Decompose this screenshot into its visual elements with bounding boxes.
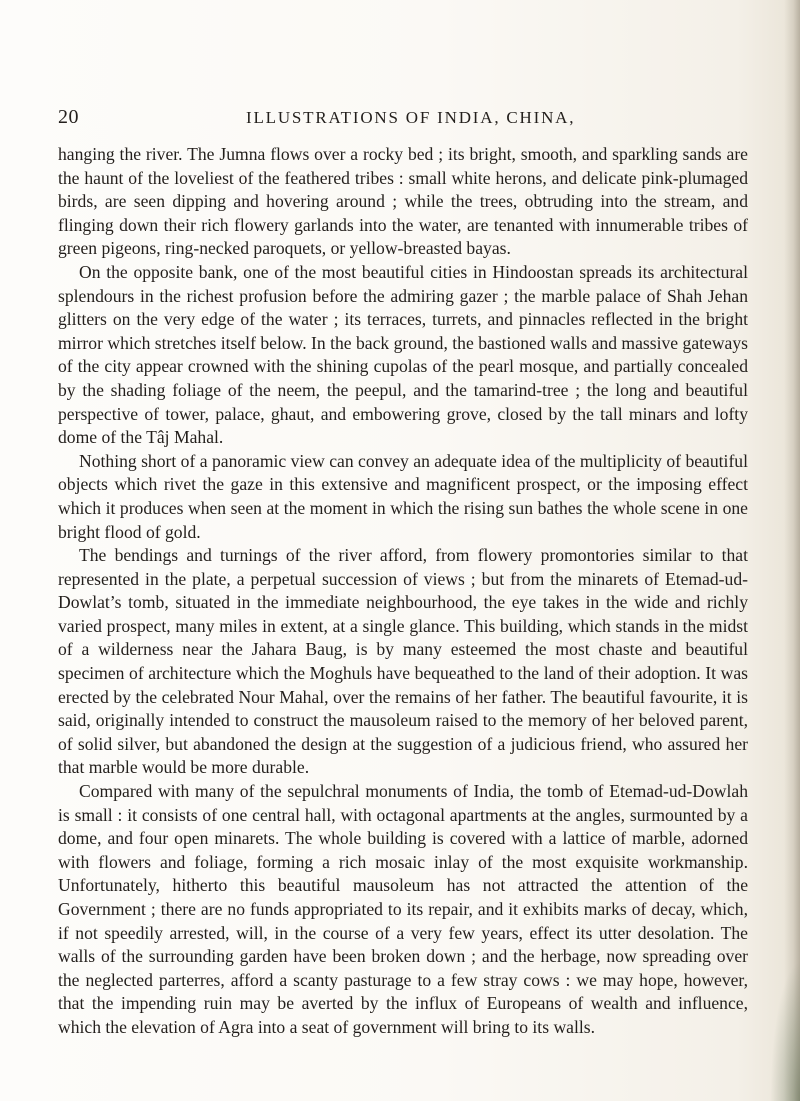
paragraph: The bendings and turnings of the river afford, from flowery promontories similar to that represented in the plate, a perpetual succession of views ; but from the minarets of Etemad-ud-Dowlat’s tomb, situated in the immediate neighbourhood, the eye takes in the wide and richly varied prospect, many miles in extent, at a single glance. This building, which stands in the midst of a wilderness near the Jahara Baug, is by many esteemed the most chaste and beautiful specimen of architecture which the Moghuls have bequeathed to the land of their adoption. It was erected by the celebrated Nour Mahal, over the remains of her father. The beautiful favourite, it is said, originally intended to construct the mausoleum raised to the memory of her beloved parent, of solid silver, but abandoned the design at the suggestion of a judicious friend, who assured her that marble would be more durable. <box>58 545 748 778</box>
paragraph: Nothing short of a panoramic view can convey an adequate idea of the multiplicity of beautiful objects which rivet the gaze in this extensive and magnificent prospect, or the imposing effect which it produces when seen at the moment in which the rising sun bathes the whole scene in one bright flood of gold. <box>58 450 748 542</box>
page-header <box>58 106 742 136</box>
page-edge-shadow <box>784 0 800 1101</box>
running-head: ILLUSTRATIONS OF INDIA, CHINA, <box>246 108 576 127</box>
body-text <box>58 143 748 1040</box>
paragraph-continued: hanging the river. The Jumna flows over a rocky bed ; its bright, smooth, and sparkling sands are the haunt of the loveliest of the feathered tribes : small white herons, and delicate pink-plumaged birds, are seen dipping and hovering around ; while the trees, obtruding into the stream, and flinging down their rich flowery garlands into the water, are tenanted with innumerable tribes of green pigeons, ring-necked paroquets, or yellow-breasted bayas. <box>58 144 748 259</box>
page-corner-stain <box>770 961 800 1101</box>
page-number: 20 <box>58 106 79 128</box>
paragraph: On the opposite bank, one of the most beautiful cities in Hindoostan spreads its architectural splendours in the richest profusion before the admiring gazer ; the marble palace of Shah Jehan glitters on the very edge of the water ; its terraces, turrets, and pinnacles reflected in the bright mirror which stretches itself below. In the back ground, the bastioned walls and massive gateways of the city appear crowned with the shining cupolas of the pearl mosque, and partially concealed by the shading foliage of the neem, the peepul, and the tamarind-tree ; the long and beautiful perspective of tower, palace, ghaut, and embowering grove, closed by the tall minars and lofty dome of the Tâj Mahal. <box>58 261 748 448</box>
paragraph: Compared with many of the sepulchral monuments of India, the tomb of Etemad-ud-Dowlah is small : it consists of one central hall, with octagonal apartments at the angles, surmounted by a dome, and four open minarets. The whole building is covered with a lattice of marble, adorned with flowers and foliage, forming a rich mosaic inlay of the most exquisite workmanship. Unfortunately, hitherto this beautiful mausoleum has not attracted the attention of the Government ; there are no funds appropriated to its repair, and it exhibits marks of decay, which, if not speedily arrested, will, in the course of a very few years, effect its utter desolation. The walls of the surrounding garden have been broken down ; and the herbage, now spreading over the neglected parterres, afford a scanty pasturage to a few stray cows : we may hope, however, that the impending ruin may be averted by the influx of Europeans of wealth and influence, which the elevation of Agra into a seat of government will bring to its walls. <box>58 781 748 1037</box>
